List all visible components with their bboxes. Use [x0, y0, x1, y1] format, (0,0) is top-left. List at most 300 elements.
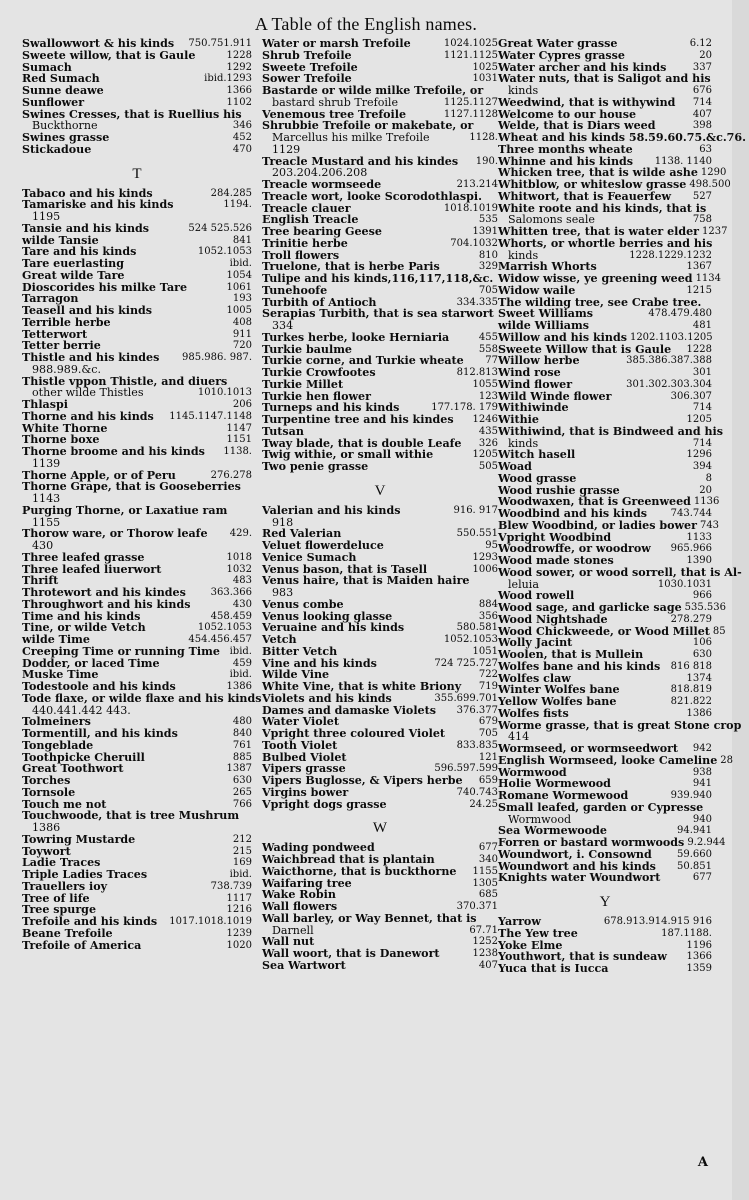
- index-entry: [22, 834, 252, 846]
- entry-name: Vipers Buglosse, & Vipers herbe: [262, 774, 463, 787]
- entry-page-reference: 121: [478, 751, 498, 763]
- entry-name: Vine and his kinds: [262, 656, 377, 670]
- entry-name: Venemous tree Trefoile: [262, 107, 407, 121]
- index-entry: [262, 285, 498, 297]
- entry-name: wilde Williams: [498, 319, 589, 332]
- entry-name: Tree bearing Geese: [262, 225, 382, 238]
- entry-name: Marrish Whorts: [498, 260, 597, 274]
- entry-name: 1143: [32, 492, 61, 505]
- entry-name: Two penie grasse: [262, 460, 369, 473]
- index-entry: [498, 508, 712, 520]
- index-entry: [262, 461, 498, 473]
- entry-page-reference: 535.536: [684, 602, 727, 613]
- entry-name: Willow herbe: [498, 354, 580, 368]
- entry-page-reference: 916. 917: [453, 504, 498, 516]
- entry-page-reference: 212: [232, 833, 252, 845]
- index-entry: [262, 552, 498, 564]
- index-entry: [22, 305, 252, 317]
- entry-name: Waicthorne, that is buckthorne: [262, 864, 457, 878]
- entry-page-reference: 676: [692, 85, 712, 96]
- entry-page-reference: 535: [478, 214, 498, 226]
- entry-name: 414: [508, 730, 530, 744]
- entry-page-reference: 1052.1053: [197, 622, 252, 634]
- entry-page-reference: 1006: [472, 563, 498, 575]
- entry-page-reference: 724 725.727: [434, 657, 498, 669]
- entry-page-reference: 1296: [686, 449, 712, 461]
- entry-page-reference: 59.660: [677, 848, 712, 860]
- entry-page-reference: 1366: [686, 951, 712, 963]
- entry-name: Tare euerlasting: [22, 257, 124, 270]
- entry-name: Winter Wolfes bane: [498, 683, 620, 697]
- entry-page-reference: 738.739: [210, 880, 252, 892]
- index-entry-continuation: [22, 364, 252, 376]
- index-entry: [498, 836, 726, 849]
- entry-name: Thorne Grape, that is Gooseberries: [22, 480, 241, 494]
- index-entry: [262, 179, 498, 191]
- entry-page-reference: 454.456.457: [188, 634, 252, 645]
- entry-name: Venus haire, that is Maiden haire: [262, 574, 470, 588]
- entry-name: Welde, that is Diars weed: [498, 119, 656, 133]
- entry-name: Tongeblade: [22, 738, 94, 752]
- index-entry: [262, 85, 498, 97]
- entry-name: Tway blade, that is double Leafe: [262, 436, 462, 450]
- entry-page-reference: 685: [478, 889, 498, 901]
- entry-page-reference: 677: [692, 872, 712, 884]
- entry-name: Throughwort and his kinds: [22, 597, 191, 611]
- index-entry: [22, 646, 252, 658]
- entry-name: Tree of life: [22, 891, 90, 905]
- entry-name: Buckthorne: [32, 119, 98, 133]
- entry-page-reference: ibid.: [229, 258, 252, 269]
- entry-name: Red Valerian: [262, 527, 342, 541]
- index-entry: [498, 963, 712, 975]
- entry-page-reference: [249, 810, 252, 822]
- index-entry-continuation: [22, 822, 252, 834]
- entry-name: kinds: [508, 84, 539, 97]
- entry-name: Wormwood: [508, 812, 572, 826]
- entry-name: Holie Wormewood: [498, 777, 611, 791]
- index-entry: [262, 505, 498, 517]
- index-entry: [22, 132, 252, 144]
- entry-page-reference: 766: [232, 798, 252, 810]
- entry-name: Wilde Vine: [262, 668, 330, 682]
- entry-name: Sumach: [22, 60, 72, 74]
- entry-page-reference: 812.813: [456, 367, 498, 378]
- entry-name: other wilde Thistles: [32, 386, 144, 400]
- entry-name: Sweete Willow that is Gaule: [498, 342, 672, 356]
- entry-name: Throtewort and his kindes: [22, 586, 186, 599]
- entry-name: Tetterwort: [22, 327, 88, 341]
- entry-name: Teasell and his kinds: [22, 304, 153, 317]
- index-entry-continuation: [22, 211, 252, 223]
- index-entry: [22, 916, 252, 928]
- entry-name: Marcellus his milke Trefoile: [272, 131, 430, 144]
- entry-name: Forren or bastard wormwoods: [498, 836, 685, 849]
- index-entry: [498, 50, 712, 62]
- index-entry: [262, 308, 498, 320]
- index-entry: [262, 787, 498, 799]
- index-entry: [262, 634, 498, 646]
- entry-page-reference: 740.743: [456, 786, 498, 798]
- index-entry: [262, 913, 498, 925]
- entry-name: Small leafed, garden or Cypresse: [498, 800, 704, 814]
- index-entry: [22, 681, 252, 693]
- entry-page-reference: 722: [478, 669, 498, 681]
- index-entry-continuation: [22, 540, 252, 552]
- entry-page-reference: 1055: [472, 378, 498, 390]
- entry-name: Wood rowell: [498, 589, 575, 603]
- entry-page-reference: 301.302.303.304: [626, 378, 712, 390]
- index-entry: [262, 728, 498, 740]
- entry-name: Turkie Millet: [262, 377, 344, 391]
- entry-page-reference: 187.1188.: [661, 927, 712, 939]
- entry-page-reference: 527: [692, 190, 712, 202]
- entry-name: Turpentine tree and his kindes: [262, 413, 454, 426]
- entry-page-reference: 1051: [472, 645, 498, 657]
- entry-page-reference: 1117: [226, 892, 252, 904]
- index-entry: [498, 414, 712, 426]
- entry-page-reference: 63: [699, 143, 712, 155]
- entry-name: 1139: [32, 456, 61, 470]
- entry-page-reference: 385.386.387.388: [626, 355, 712, 367]
- entry-name: 1129: [272, 142, 301, 156]
- index-entry: [498, 97, 712, 109]
- entry-page-reference: 505: [478, 461, 498, 472]
- entry-name: Tine, or wilde Vetch: [22, 621, 146, 635]
- entry-page-reference: 1133: [686, 531, 712, 543]
- index-entry: [22, 599, 252, 611]
- entry-name: Treacle wormseede: [262, 178, 382, 191]
- entry-page-reference: 821.822: [670, 696, 712, 707]
- entry-name: Touch me not: [22, 797, 107, 811]
- entry-page-reference: 1145.1147.1148: [169, 410, 252, 422]
- index-entry: [498, 473, 712, 485]
- section-letter: V: [374, 482, 386, 499]
- entry-page-reference: 1054: [226, 269, 252, 281]
- entry-name: Wake Robin: [262, 888, 336, 902]
- entry-page-reference: 659: [478, 775, 498, 786]
- index-column-3: [498, 37, 746, 975]
- index-entry: [262, 866, 498, 878]
- entry-page-reference: 966: [692, 590, 712, 602]
- entry-name: Yuca that is Iucca: [498, 962, 609, 975]
- entry-name: Truelone, that is herbe Paris: [262, 260, 440, 274]
- index-entry-continuation: [22, 493, 252, 505]
- entry-page-reference: 580.581: [456, 622, 498, 634]
- entry-name: Bitter Vetch: [262, 644, 338, 658]
- entry-page-reference: 1366: [226, 85, 252, 96]
- entry-page-reference: 356: [478, 610, 498, 622]
- entry-page-reference: [249, 109, 252, 121]
- entry-name: Trefoile and his kinds: [22, 915, 158, 928]
- index-column-2: [262, 38, 498, 972]
- entry-page-reference: [709, 297, 712, 309]
- entry-name: Ladie Traces: [22, 856, 101, 870]
- entry-page-reference: 8: [705, 472, 712, 484]
- entry-name: Whinne and his kinds: [498, 154, 634, 168]
- entry-page-reference: 284.285: [210, 187, 252, 199]
- entry-name: Woodbind and his kinds: [498, 507, 647, 520]
- entry-name: Toothpicke Cheruill: [22, 750, 145, 764]
- entry-name: Wood Chickweede, or Wood Millet: [498, 624, 710, 638]
- entry-name: Withiwinde: [498, 401, 569, 415]
- index-entry: [22, 399, 252, 411]
- index-entry: [22, 728, 252, 740]
- index-entry: [262, 50, 498, 62]
- entry-page-reference: 720: [232, 340, 252, 352]
- entry-name: Serapias Turbith, that is sea starwort: [262, 307, 494, 321]
- entry-name: Turkie Crowfootes: [262, 366, 376, 379]
- entry-page-reference: 1136: [693, 496, 720, 508]
- entry-page-reference: 1138.: [223, 446, 252, 457]
- entry-page-reference: 884: [478, 598, 498, 610]
- entry-page-reference: 1030.1031: [657, 578, 712, 590]
- entry-page-reference: 20: [699, 484, 712, 496]
- entry-page-reference: 1125.1127: [443, 96, 498, 108]
- entry-name: Thorne broome and his kinds: [22, 445, 205, 458]
- entry-name: Trauellers ioy: [22, 879, 108, 893]
- index-entry: [498, 225, 728, 238]
- entry-name: Trefoile of America: [22, 938, 142, 952]
- index-entry: [262, 948, 498, 960]
- entry-name: Bulbed Violet: [262, 750, 347, 764]
- entry-page-reference: 123: [478, 390, 498, 402]
- index-entry: [498, 191, 712, 203]
- entry-page-reference: 911: [232, 328, 252, 340]
- index-entry: [262, 238, 498, 250]
- index-entry: [498, 614, 712, 626]
- entry-page-reference: 1228: [226, 49, 252, 61]
- entry-name: Towring Mustarde: [22, 832, 136, 846]
- index-entry: [22, 270, 252, 282]
- entry-page-reference: 301: [692, 367, 712, 378]
- entry-page-reference: 524 525.526: [188, 222, 252, 234]
- entry-page-reference: 1390: [686, 555, 712, 566]
- entry-page-reference: 985.986. 987.: [182, 352, 252, 363]
- entry-page-reference: 705: [478, 284, 498, 296]
- entry-page-reference: 1052.1053: [443, 634, 498, 645]
- entry-page-reference: 1386: [226, 681, 252, 692]
- entry-name: Time and his kinds: [22, 609, 141, 623]
- index-entry: [498, 38, 712, 50]
- entry-page-reference: 1032: [226, 563, 252, 575]
- entry-name: Sunne deawe: [22, 84, 104, 97]
- entry-name: Whitblow, or whiteslow grasse: [498, 178, 687, 191]
- entry-page-reference: 1252: [472, 936, 498, 948]
- entry-name: Witch hasell: [498, 448, 576, 462]
- index-entry: [262, 379, 498, 391]
- entry-name: Wolfes bane and his kinds: [498, 659, 661, 673]
- index-entry: [22, 928, 252, 940]
- entry-page-reference: 407: [692, 108, 712, 120]
- entry-name: Treacle Mustard and his kindes: [262, 154, 459, 168]
- entry-name: Thorne boxe: [22, 433, 100, 447]
- index-entry: [498, 718, 742, 732]
- entry-name: Virgins bower: [262, 785, 349, 799]
- entry-name: Troll flowers: [262, 248, 340, 262]
- entry-page-reference: 20: [699, 49, 712, 61]
- entry-page-reference: 1010.1013: [197, 387, 252, 399]
- entry-page-reference: 810: [478, 249, 498, 261]
- entry-name: Tabaco and his kinds: [22, 186, 153, 200]
- entry-page-reference: ibid.: [229, 669, 252, 681]
- entry-name: Blew Woodbind, or ladies bower: [498, 518, 697, 532]
- entry-name: Thorne and his kinds: [22, 409, 154, 423]
- entry-name: Todestoole and his kinds: [22, 680, 176, 693]
- entry-name: Sower Trefoile: [262, 72, 352, 86]
- entry-name: Red Sumach: [22, 72, 100, 86]
- entry-name: Venice Sumach: [262, 550, 357, 564]
- entry-name: Sea Wartwort: [262, 958, 346, 972]
- entry-page-reference: [709, 203, 712, 215]
- entry-page-reference: 481: [692, 320, 712, 331]
- entry-name: Wormseed, or wormseedwort: [498, 742, 679, 755]
- entry-name: Waichbread that is plantain: [262, 853, 435, 866]
- index-entry: [262, 799, 498, 811]
- entry-name: Welcome to our house: [498, 107, 637, 121]
- index-entry: [22, 144, 252, 156]
- entry-name: Veluet flowerdeluce: [262, 539, 384, 552]
- entry-page-reference: 1061: [226, 281, 252, 293]
- entry-name: Widow wisse, ye greening weed: [498, 272, 693, 285]
- entry-page-reference: 1121.1125: [443, 49, 498, 61]
- entry-page-reference: 455: [478, 331, 498, 343]
- entry-name: Turkie corne, and Turkie wheate: [262, 354, 464, 368]
- entry-name: Purging Thorne, or Laxatiue ram: [22, 503, 228, 517]
- entry-name: White roote and his kinds, that is: [498, 201, 707, 215]
- entry-name: Woolen, that is Mullein: [498, 648, 644, 661]
- entry-name: 918: [272, 515, 294, 529]
- entry-page-reference: ibid.1293: [204, 73, 252, 85]
- index-entry: [22, 38, 252, 50]
- index-entry-continuation: [262, 587, 498, 599]
- index-entry: [498, 424, 723, 438]
- index-column-1: [22, 37, 262, 952]
- entry-name: Tolmeiners: [22, 715, 91, 729]
- entry-page-reference: 95: [485, 540, 498, 551]
- index-entry: [22, 740, 252, 752]
- entry-page-reference: 480: [232, 716, 252, 728]
- entry-name: Woodrowffe, or woodrow: [498, 542, 651, 556]
- entry-page-reference: 94.941: [677, 825, 712, 837]
- entry-name: Widow waile: [498, 283, 576, 297]
- index-entry: [22, 587, 252, 599]
- entry-page-reference: 326: [478, 437, 498, 449]
- entry-name: Yoke Elme: [498, 938, 563, 952]
- index-entry: [262, 646, 498, 658]
- entry-name: Thorow ware, or Thorow leafe: [22, 527, 208, 541]
- entry-page-reference: 213.214: [456, 179, 498, 190]
- entry-page-reference: 169: [232, 857, 252, 869]
- entry-page-reference: 1228: [686, 343, 712, 355]
- entry-name: Tulipe and his kinds,116,117,118,&c.: [262, 272, 494, 285]
- section-letter: T: [132, 165, 142, 182]
- entry-name: Shrub Trefoile: [262, 48, 352, 62]
- entry-name: Wolfes claw: [498, 671, 571, 685]
- entry-page-reference: 1387: [226, 763, 252, 775]
- entry-page-reference: 478.479.480: [648, 308, 712, 320]
- entry-page-reference: 329: [478, 261, 498, 273]
- entry-page-reference: 77: [485, 355, 498, 367]
- index-entry: [262, 367, 498, 379]
- index-entry: [22, 352, 252, 364]
- entry-name: Water archer and his kinds: [498, 60, 667, 74]
- entry-name: Wading pondweed: [262, 841, 375, 855]
- entry-page-reference: 714: [692, 96, 712, 108]
- index-entry: [498, 916, 712, 928]
- index-entry: [498, 238, 712, 250]
- entry-name: The Yew tree: [498, 926, 578, 940]
- entry-page-reference: 394: [692, 461, 712, 472]
- entry-page-reference: 459: [232, 657, 252, 669]
- entry-name: Romane Wormewood: [498, 789, 629, 802]
- index-entry: [262, 901, 498, 913]
- entry-page-reference: 1205: [472, 449, 498, 461]
- entry-name: Whitten tree, that is water elder: [498, 225, 700, 238]
- entry-name: English Wormseed, looke Cameline: [498, 753, 718, 767]
- entry-name: Darnell: [272, 923, 314, 937]
- index-entry: [498, 753, 733, 767]
- entry-name: Worme grasse, that is great Stone crop: [498, 718, 742, 732]
- section-letter: W: [372, 820, 388, 837]
- index-entry-continuation: [262, 132, 498, 144]
- entry-page-reference: 1128.: [469, 132, 498, 143]
- entry-name: Wall barley, or Way Bennet, that is: [262, 911, 477, 925]
- index-entry-continuation: [22, 458, 252, 470]
- entry-name: Trinitie herbe: [262, 236, 348, 250]
- index-entry: [262, 960, 498, 972]
- entry-name: Veruaine and his kinds: [262, 621, 405, 635]
- entry-page-reference: 704.1032: [450, 237, 498, 249]
- entry-page-reference: 1215: [686, 284, 712, 296]
- entry-page-reference: 1293: [472, 551, 498, 563]
- index-entry: [498, 379, 712, 391]
- index-entry: [262, 38, 498, 50]
- entry-name: Wolfes fists: [498, 706, 569, 720]
- entry-page-reference: [249, 376, 252, 388]
- entry-name: Wall woort, that is Danewort: [262, 947, 440, 960]
- entry-name: Venus combe: [262, 597, 344, 611]
- index-entry: [262, 191, 498, 203]
- entry-name: Tansie and his kinds: [22, 221, 150, 235]
- entry-name: Wall flowers: [262, 900, 338, 913]
- index-entry: [22, 223, 252, 235]
- entry-page-reference: 1196: [686, 939, 712, 951]
- entry-name: Withiwind, that is Bindweed and his: [498, 424, 723, 438]
- index-entry-continuation: [498, 85, 712, 97]
- entry-name: Vipers grasse: [262, 762, 346, 776]
- entry-page-reference: 340: [478, 854, 498, 865]
- entry-page-reference: 355.699.701: [434, 692, 498, 704]
- entry-page-reference: 1205: [686, 414, 712, 425]
- entry-name: Valerian and his kinds: [262, 503, 401, 517]
- entry-name: Swines grasse: [22, 131, 110, 144]
- entry-page-reference: 965.966: [670, 543, 712, 555]
- entry-name: Wind rose: [498, 366, 561, 379]
- entry-page-reference: 408: [232, 316, 252, 328]
- entry-page-reference: 50.851: [677, 860, 712, 872]
- index-entry: [498, 696, 712, 708]
- entry-page-reference: 550.551: [456, 528, 498, 540]
- entry-page-reference: [741, 720, 744, 732]
- entry-page-reference: 9.2.944: [687, 837, 726, 848]
- entry-page-reference: 719: [478, 681, 498, 692]
- index-entry: [498, 661, 712, 673]
- entry-page-reference: 678.913.914.915 916: [603, 916, 712, 927]
- index-entry: [498, 872, 712, 884]
- entry-page-reference: 1290: [700, 167, 727, 179]
- index-entry: [22, 787, 252, 799]
